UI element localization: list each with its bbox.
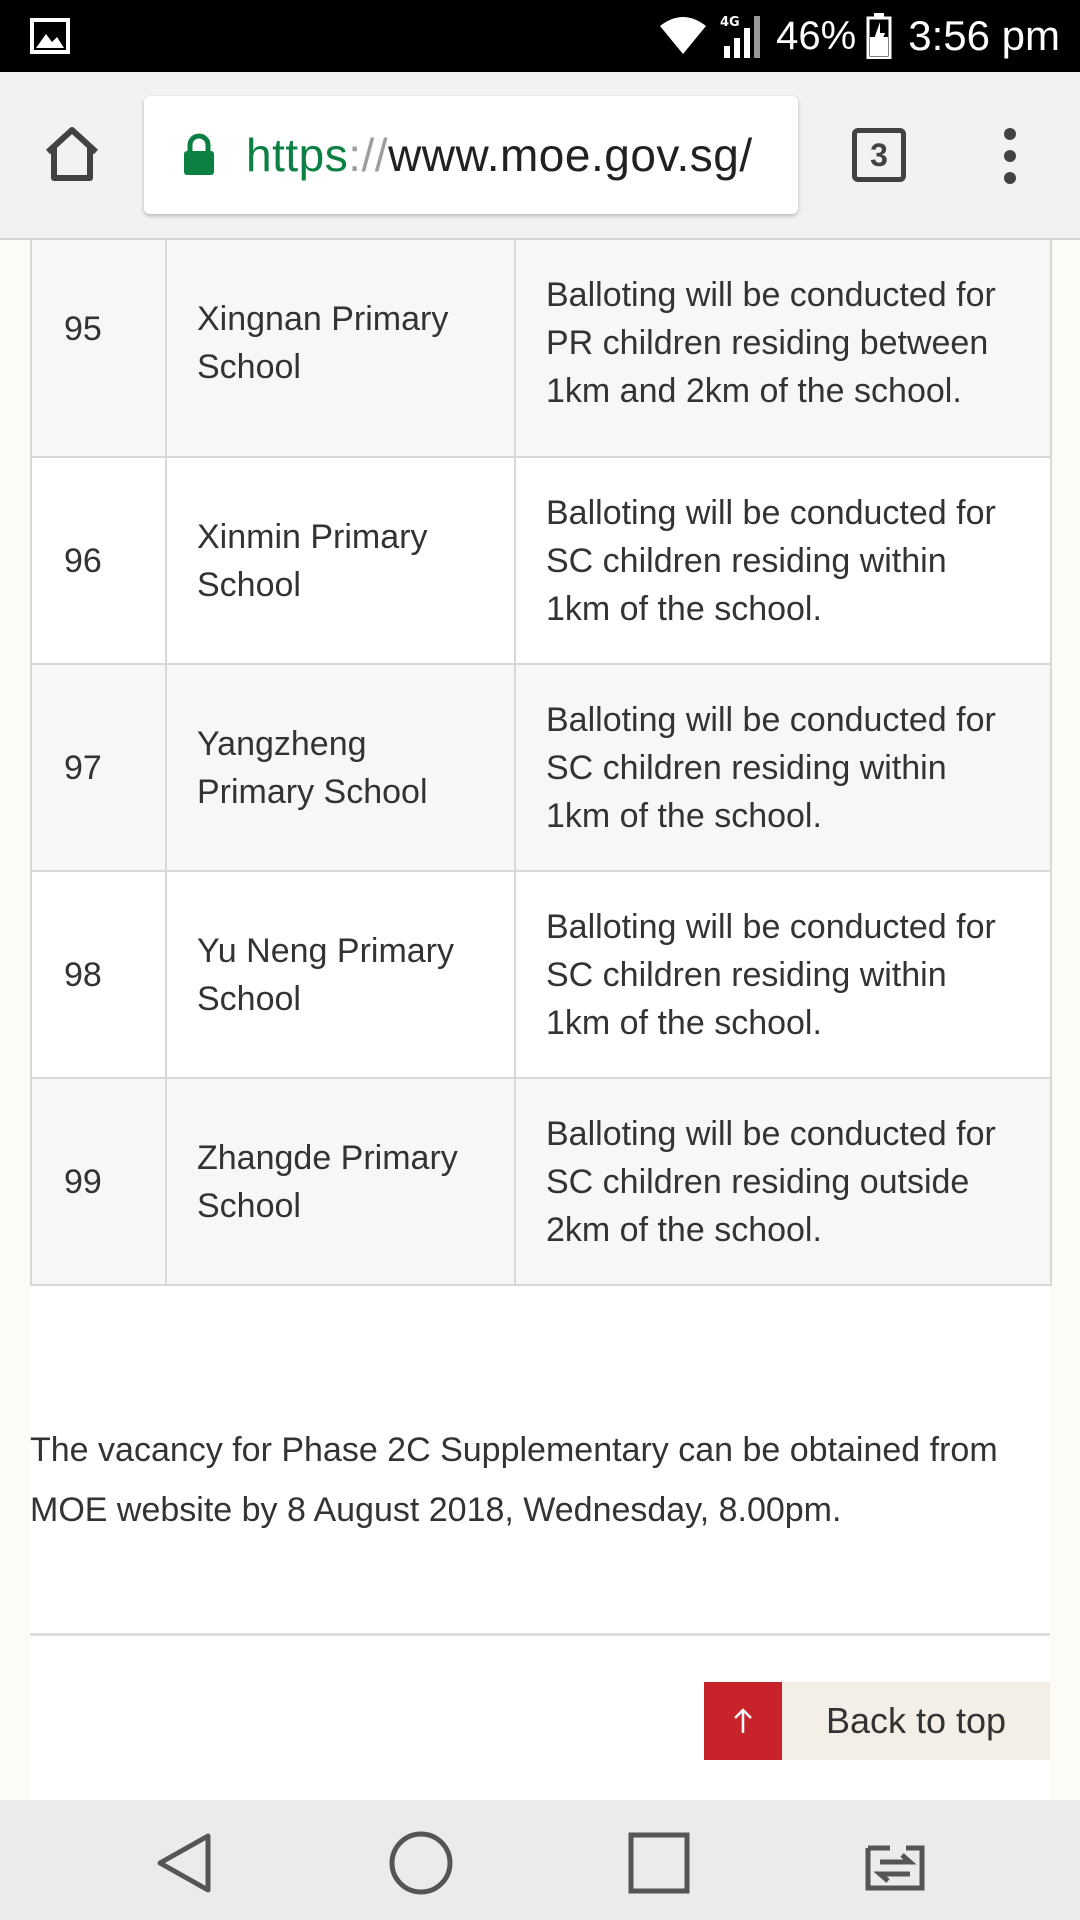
tab-count: 3 <box>870 136 888 173</box>
recents-icon[interactable] <box>624 1828 694 1898</box>
back-to-top-arrow <box>704 1682 782 1760</box>
table-row <box>31 871 1051 1078</box>
tab-switcher-button[interactable] <box>852 128 906 182</box>
browser-toolbar <box>0 72 1080 240</box>
ballot-detail: Balloting will be conducted for SC children residing within 1km of the school. <box>515 457 1051 664</box>
ballot-detail: Balloting will be conducted for SC children residing outside 2km of the school. <box>515 1078 1051 1285</box>
url-text <box>246 128 753 182</box>
more-vert-icon[interactable] <box>990 124 1030 188</box>
table-row <box>31 664 1051 871</box>
table-row <box>31 1078 1051 1285</box>
arrow-up-icon <box>728 1706 758 1736</box>
signal-icon <box>718 12 766 60</box>
url-host: www.moe.gov.sg/ <box>388 129 753 181</box>
school-name: Xinmin Primary School <box>166 457 515 664</box>
system-nav-bar <box>0 1800 1080 1920</box>
school-name: Yu Neng Primary School <box>166 871 515 1078</box>
back-to-top-button[interactable] <box>704 1682 1050 1760</box>
table-row <box>31 457 1051 664</box>
divider <box>30 1633 1050 1636</box>
ballot-detail: Balloting will be conducted for PR children residing between 1km and 2km of the school. <box>515 240 1051 457</box>
content-column <box>30 240 1050 1800</box>
table-row <box>31 240 1051 457</box>
home-circle-icon[interactable] <box>386 1828 456 1898</box>
clock: 3:56 pm <box>908 12 1060 59</box>
url-scheme: https <box>246 129 349 181</box>
url-bar[interactable] <box>144 96 798 214</box>
back-icon[interactable] <box>150 1828 220 1898</box>
row-number: 99 <box>31 1078 166 1285</box>
lock-icon <box>182 133 216 177</box>
row-number: 98 <box>31 871 166 1078</box>
ballot-table <box>30 240 1052 1286</box>
back-to-top-label: Back to top <box>782 1682 1050 1760</box>
ballot-detail: Balloting will be conducted for SC children residing within 1km of the school. <box>515 871 1051 1078</box>
school-name: Yangzheng Primary School <box>166 664 515 871</box>
switch-apps-icon[interactable] <box>860 1828 930 1898</box>
row-number: 96 <box>31 457 166 664</box>
ballot-detail: Balloting will be conducted for SC children residing within 1km of the school. <box>515 664 1051 871</box>
vacancy-note: The vacancy for Phase 2C Supplementary can be obtained from MOE website by 8 August 2018, Wednesday, 8.00pm. <box>30 1431 998 1529</box>
school-name: Zhangde Primary School <box>166 1078 515 1285</box>
status-bar <box>0 0 1080 72</box>
battery-percentage: 46% <box>776 13 857 58</box>
row-number: 97 <box>31 664 166 871</box>
battery-icon <box>866 13 892 59</box>
page-content[interactable] <box>0 240 1080 1800</box>
url-separator: :// <box>348 129 389 181</box>
row-number: 95 <box>31 240 166 457</box>
network-type: 4G <box>720 15 740 30</box>
school-name: Xingnan Primary School <box>166 240 515 457</box>
wifi-icon <box>658 16 708 56</box>
status-right <box>658 0 1060 72</box>
gallery-icon <box>30 18 70 54</box>
home-icon[interactable] <box>40 122 104 186</box>
